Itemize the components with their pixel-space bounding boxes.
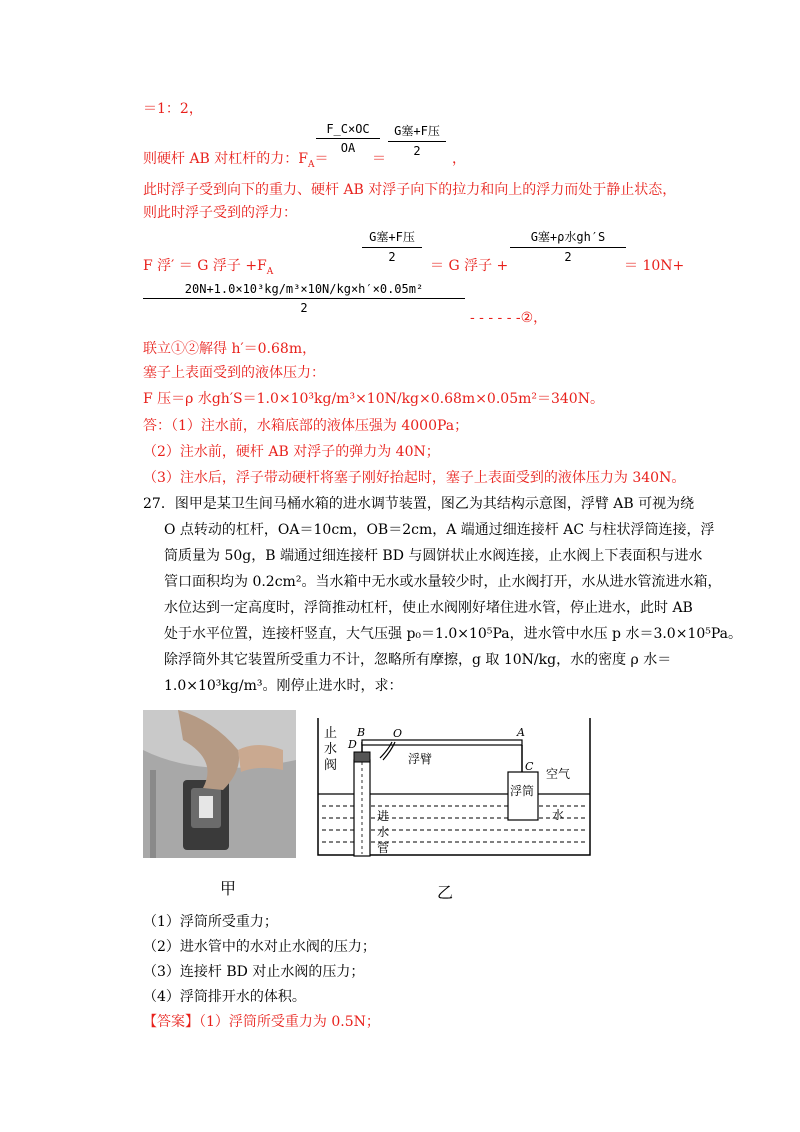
label-b: B <box>357 726 366 739</box>
fa-sub: A <box>308 159 315 170</box>
buoy-eq-part4: ＝ 10N+ <box>624 258 685 274</box>
float-arm-ab <box>362 740 522 745</box>
question-1: （1）浮筒所受重力； <box>143 914 278 930</box>
answer-block <box>143 1013 380 1031</box>
problem-27-line-7: 除浮筒外其它装置所受重力不计，忽略所有摩擦，g 取 10N/kg，水的密度 ρ 水＝ <box>164 652 672 668</box>
buoy-fraction-2 <box>510 228 626 264</box>
big-fraction-tail: - - - - - -②， <box>470 310 548 326</box>
problem-27-line-5: 水位达到一定高度时，浮筒推动杠杆，使止水阀刚好堵住进水管，停止进水，此时 AB <box>164 600 693 616</box>
big-fraction-den: 2 <box>300 301 308 315</box>
caption-figure-left: 甲 <box>220 879 237 898</box>
buoy-eq-part1 <box>143 257 273 281</box>
label-d: D <box>348 738 357 751</box>
pressure-intro: 塞子上表面受到的液体压力： <box>143 365 325 381</box>
ratio-line: ＝1：2， <box>143 101 203 117</box>
fa-fraction-2 <box>388 122 446 158</box>
fa-fraction-1-num: F_C×OC <box>316 122 380 139</box>
toilet-tank-illustration <box>143 710 296 858</box>
fa-eq2: ＝ <box>372 151 386 167</box>
buoy-fraction-1-num: G塞+F压 <box>362 228 422 248</box>
fa-eq1: ＝ <box>314 151 329 167</box>
buoy-fraction-2-num: G塞+ρ水gh′S <box>510 228 626 248</box>
buoy-eq-text: F 浮′ ＝ G 浮子 +F <box>143 258 267 274</box>
figure-photo-toilet-tank <box>143 710 296 858</box>
label-air: 空气 <box>546 767 571 781</box>
fa-tail: ， <box>452 151 466 167</box>
fa-lead: 则硬杆 AB 对杠杆的力：F <box>143 151 309 167</box>
buoy-eq-part2: ＝ G 浮子 + <box>430 258 509 274</box>
answer-line-1: 答：（1）注水前，水箱底部的液体压强为 4000Pa； <box>143 418 469 434</box>
buoy-intro: 则此时浮子受到的浮力： <box>143 205 297 221</box>
label-a: A <box>517 726 525 739</box>
stop-valve <box>354 752 370 762</box>
structure-diagram <box>312 712 596 860</box>
buoy-fraction-2-den: 2 <box>564 250 572 264</box>
buoy-fraction-1 <box>362 228 422 264</box>
label-o: O <box>393 727 403 740</box>
problem-27-line-4: 管口面积均为 0.2cm²。当水箱中无水或水量较少时，止水阀打开，水从进水管流进水箱， <box>164 574 722 590</box>
problem-27-line-2: O 点转动的杠杆，OA＝10cm，OB＝2cm，A 端通过细连接杆 AC 与柱状浮筒连接，浮 <box>164 522 715 538</box>
fa-line <box>143 150 329 174</box>
solve-line: 联立①②解得 h′＝0.68m， <box>143 341 317 357</box>
big-fraction-num: 20N+1.0×10³kg/m³×10N/kg×h′×0.05m² <box>143 282 465 299</box>
question-2: （2）进水管中的水对止水阀的压力； <box>143 939 376 955</box>
problem-27-line-6: 处于水平位置，连接杆竖直，大气压强 p₀＝1.0×10⁵Pa，进水管中水压 p 水＝3.0×10⁵Pa。 <box>164 626 743 642</box>
problem-27-line-8: 1.0×10³kg/m³。刚停止进水时，求： <box>164 678 403 694</box>
fa-fraction-2-den: 2 <box>413 144 421 158</box>
big-fraction <box>143 282 465 315</box>
fa-fraction-1-den: OA <box>340 141 356 155</box>
label-water: 水 <box>552 808 565 822</box>
question-4: （4）浮筒排开水的体积。 <box>143 989 306 1005</box>
state-line: 此时浮子受到向下的重力、硬杆 AB 对浮子向下的拉力和向上的浮力而处于静止状态， <box>143 182 677 198</box>
question-3: （3）连接杆 BD 对止水阀的压力； <box>143 964 365 980</box>
buoy-fraction-1-den: 2 <box>388 250 396 264</box>
label-float-arm: 浮臂 <box>408 752 433 766</box>
label-float: 浮筒 <box>510 784 535 798</box>
problem-27-line-3: 筒质量为 50g，B 端通过细连接杆 BD 与圆饼状止水阀连接，止水阀上下表面积与进水 <box>164 548 703 564</box>
pressure-calc: F 压＝ρ 水gh′S＝1.0×10³kg/m³×10N/kg×0.68m×0.05m²＝340N。 <box>143 391 604 407</box>
label-c: C <box>525 760 534 773</box>
caption-figure-right: 乙 <box>437 883 454 902</box>
buoy-eq-sub: A <box>266 266 274 277</box>
fa-fraction-2-num: G塞+F压 <box>388 122 446 142</box>
answer-tag: 【答案】 <box>143 1014 199 1030</box>
answer-1: （1）浮筒所受重力为 0.5N； <box>199 1014 380 1030</box>
label-inlet-pipe: 进水管 <box>377 809 390 855</box>
answer-line-2: （2）注水前，硬杆 AB 对浮子的弹力为 40N； <box>143 444 440 460</box>
label-stop-valve: 止水阀 <box>324 726 338 773</box>
answer-line-3: （3）注水后，浮子带动硬杆将塞子刚好抬起时，塞子上表面受到的液体压力为 340N。 <box>143 470 686 486</box>
problem-27-line-1: 27．图甲是某卫生间马桶水箱的进水调节装置，图乙为其结构示意图，浮臂 AB 可视为绕 <box>143 496 695 512</box>
